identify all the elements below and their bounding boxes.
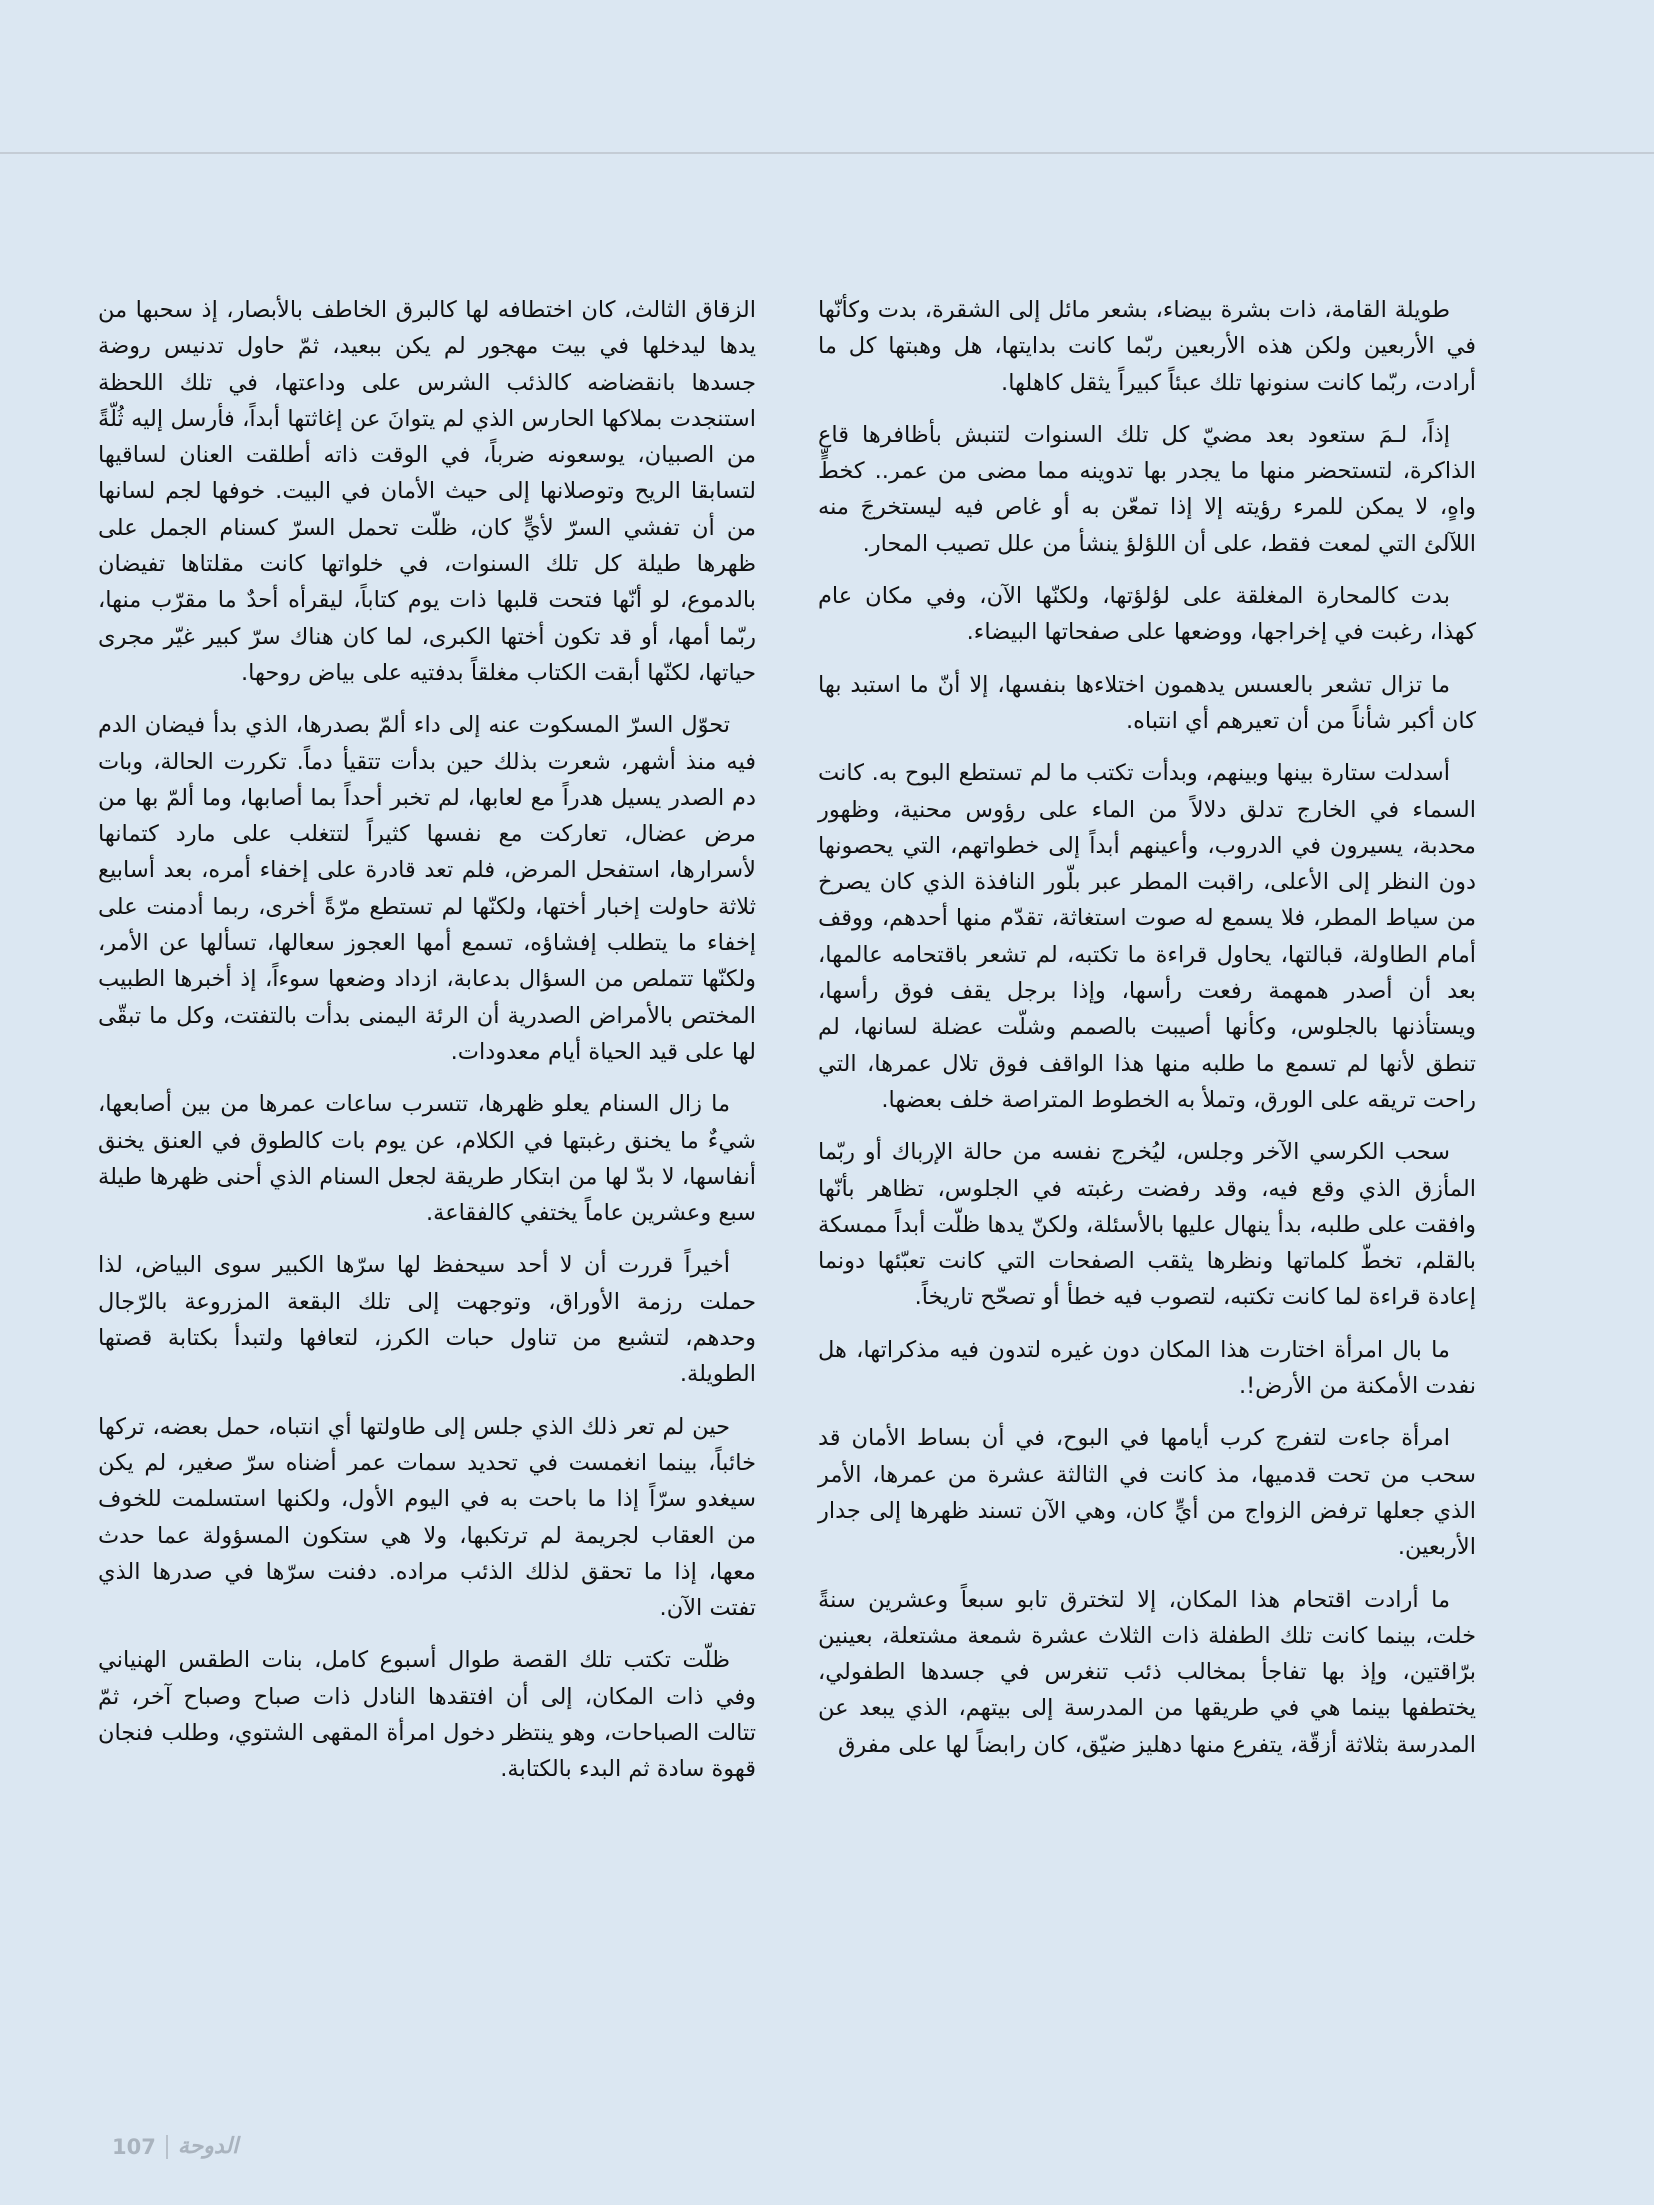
paragraph: ما تزال تشعر بالعسس يدهمون اختلاءها بنفسها، إلا أنّ ما استبد بها كان أكبر شأناً من أن تعيرهم أي انتباه. (818, 671, 1476, 734)
paragraph: أسدلت ستارة بينها وبينهم، وبدأت تكتب ما لم تستطع البوح به. كانت السماء في الخارج تدلق دلالاً من الماء على رؤوس محنية، وظهور محدبة، يسيرون في الدروب، وأعينهم أبداً إلى خطواتهم، التي يحصونها دون النظر إلى الأعلى، راقبت المطر عبر بلّور النافذة الذي كان يصرخ من سياط المطر، فلا يسمع له صوت استغاثة، تقدّم منها أحدهم، ووقف أمام الطاولة، قبالتها، يحاول قراءة ما تكتبه، لم تشعر باقتحامه عالمها، بعد أن أصدر همهمة رفعت رأسها، وإذا برجل يقف فوق رأسها، ويستأذنها بالجلوس، وكأنها أصيبت بالصمم وشلّت عضلة لسانها، لم تنطق لأنها لم تسمع ما طلبه منها هذا الواقف فوق تلال عمرها، التي راحت تريقه على الورق، وتملأ به الخطوط المتراصة خلف بعضها. (818, 760, 1476, 1113)
footer-divider (166, 2135, 168, 2159)
magazine-logo: الدوحة (177, 2134, 239, 2159)
header-divider (0, 152, 1654, 154)
paragraph: تحوّل السرّ المسكوت عنه إلى داء ألمّ بصدرها، الذي بدأ فيضان الدم فيه منذ أشهر، شعرت بذلك حين بدأت تتقيأ دماً. تكررت الحالة، وبات دم الصدر يسيل هدراً مع لعابها، لم تخبر أحداً بما أصابها، وما ألمّ بها من مرض عضال، تعاركت مع نفسها كثيراً لتتغلب على مارد كتمانها لأسرارها، استفحل المرض، فلم تعد قادرة على إخفاء أمره، بعد أسابيع ثلاثة حاولت إخبار أختها، ولكنّها لم تستطع مرّةً أخرى، ربما أدمنت على إخفاء ما يتطلب إفشاؤه، تسمع أمها العجوز سعالها، تسألها عن الأمر، ولكنّها تتملص من السؤال بدعابة، ازداد وضعها سوءاً، إذ أخبرها الطبيب المختص بالأمراض الصدرية أن الرئة اليمنى بدأت بالتفتت، وكل ما تبقّى لها على قيد الحياة أيام معدودات. (98, 712, 756, 1065)
paragraph: حين لم تعر ذلك الذي جلس إلى طاولتها أي انتباه، حمل بعضه، تركها خائباً، بينما انغمست في تحديد سمات عمر أضناه سرّ صغير، لم يكن سيغدو سرّاً إذا ما باحت به في اليوم الأول، ولكنها استسلمت للخوف من العقاب لجريمة لم ترتكبها، ولا هي ستكون المسؤولة عما حدث معها، إذا ما تحقق لذلك الذئب مراده. دفنت سرّها في صدرها الذي تفتت الآن. (98, 1413, 756, 1622)
page-footer (112, 2134, 238, 2159)
paragraph: سحب الكرسي الآخر وجلس، ليُخرج نفسه من حالة الإرباك أو ربّما المأزق الذي وقع فيه، وقد رفضت رغبته في الجلوس، تظاهر بأنّها وافقت على طلبه، بدأ ينهال عليها بالأسئلة، ولكنّ يدها ظلّت أبداً ممسكة بالقلم، تخطّ كلماتها ونظرها يثقب الصفحات التي كانت تعبّئها دونما إعادة قراءة لما كانت تكتبه، لتصوب فيه خطأ أو تصحّح تاريخاً. (818, 1139, 1476, 1311)
paragraph: ما أرادت اقتحام هذا المكان، إلا لتخترق تابو سبعاً وعشرين سنةً خلت، بينما كانت تلك الطفلة ذات الثلاث عشرة شمعة مشتعلة، بعينين برّاقتين، وإذ بها تفاجأ بمخالب ذئب تنغرس في جسدها الطفولي، يختطفها بينما هي في طريقها من المدرسة إلى بيتهم، الذي يبعد عن المدرسة بثلاثة أزقّة، يتفرع منها دهليز ضيّق، كان رابضاً لها على مفرق (818, 1586, 1476, 1758)
paragraph: ما بال امرأة اختارت هذا المكان دون غيره لتدون فيه مذكراتها، هل نفدت الأمكنة من الأرض!. (818, 1336, 1476, 1400)
paragraph: طويلة القامة، ذات بشرة بيضاء، بشعر مائل إلى الشقرة، بدت وكأنّها في الأربعين ولكن هذه الأربعين ربّما كانت بدايتها، هل وهبتها كل ما أرادت، ربّما كانت سنونها تلك عبئاً كبيراً يثقل كاهلها. (818, 297, 1476, 396)
paragraph: الزقاق الثالث، كان اختطافه لها كالبرق الخاطف بالأبصار، إذ سحبها من يدها ليدخلها في بيت مهجور لم يكن ببعيد، ثمّ حاول تدنيس روضة جسدها بانقضاضه كالذئب الشرس على وداعتها، في تلك اللحظة استنجدت بملاكها الحارس الذي لم يتوانَ عن إغاثتها أبداً، فأرسل إليه ثُلّةً من الصبيان، يوسعونه ضرباً، في الوقت ذاته أطلقت العنان لساقيها لتسابقا الريح وتوصلانها إلى حيث الأمان في البيت. خوفها لجم لسانها من أن تفشي السرّ لأيٍّ كان، ظلّت تحمل السرّ كسنام الجمل على ظهرها طيلة كل تلك السنوات، في خلواتها كانت مقلتاها تفيضان بالدموع، لو أنّها فتحت قلبها ذات يوم كتاباً، ليقرأه أحدٌ ما مقرّب منها، ربّما أمها، أو قد تكون أختها الكبرى، لما كان هناك سرّ كبير غيّر مجرى حياتها، لكنّها أبقت الكتاب مغلقاً بدفتيه على بياض روحها. (98, 297, 756, 686)
paragraph: إذاً، لـمَ ستعود بعد مضيّ كل تلك السنوات لتنبش بأظافرها قاع الذاكرة، لتستحضر منها ما يجدر بها تدوينه مما مضى من عمر.. كخطٍّ واهٍ، لا يمكن للمرء رؤيته إلا إذا تمعّن به أو غاص فيه ليستخرجَ منه اللآلئ التي لمعت فقط، على أن اللؤلؤ ينشأ من علل تصيب المحار. (818, 421, 1476, 557)
paragraph: ظلّت تكتب تلك القصة طوال أسبوع كامل، بنات الطقس الهنياني وفي ذات المكان، إلى أن افتقدها النادل ذات صباح وصباح آخر، ثمّ تتالت الصباحات، وهو ينتظر دخول امرأة المقهى الشتوي، وطلب فنجان قهوة سادة ثم البدء بالكتابة. (98, 1647, 756, 1783)
paragraph: امرأة جاءت لتفرج كرب أيامها في البوح، في أن بساط الأمان قد سحب من تحت قدميها، مذ كانت في الثالثة عشرة من عمرها، الأمر الذي جعلها ترفض الزواج من أيٍّ كان، وهي الآن تسند ظهرها إلى جدار الأربعين. (818, 1425, 1476, 1561)
article-column-left (98, 292, 756, 1804)
paragraph: أخيراً قررت أن لا أحد سيحفظ لها سرّها الكبير سوى البياض، لذا حملت رزمة الأوراق، وتوجهت إلى تلك البقعة المزروعة بالرّجال وحدهم، لتشبع من تناول حبات الكرز، لتعافها ولتبدأ بكتابة قصتها الطويلة. (98, 1252, 756, 1388)
page-number: 107 (112, 2134, 156, 2159)
paragraph: بدت كالمحارة المغلقة على لؤلؤتها، ولكنّها الآن، وفي مكان عام كهذا، رغبت في إخراجها، ووضعها على صفحاتها البيضاء. (818, 583, 1476, 646)
article-column-right (818, 292, 1476, 1779)
paragraph: ما زال السنام يعلو ظهرها، تتسرب ساعات عمرها من بين أصابعها، شيءٌ ما يخنق رغبتها في الكلام، عن يوم بات كالطوق في العنق يخنق أنفاسها، لا بدّ لها من ابتكار طريقة لجعل السنام الذي أحنى ظهرها طيلة سبع وعشرين عاماً يختفي كالفقاعة. (98, 1091, 756, 1227)
